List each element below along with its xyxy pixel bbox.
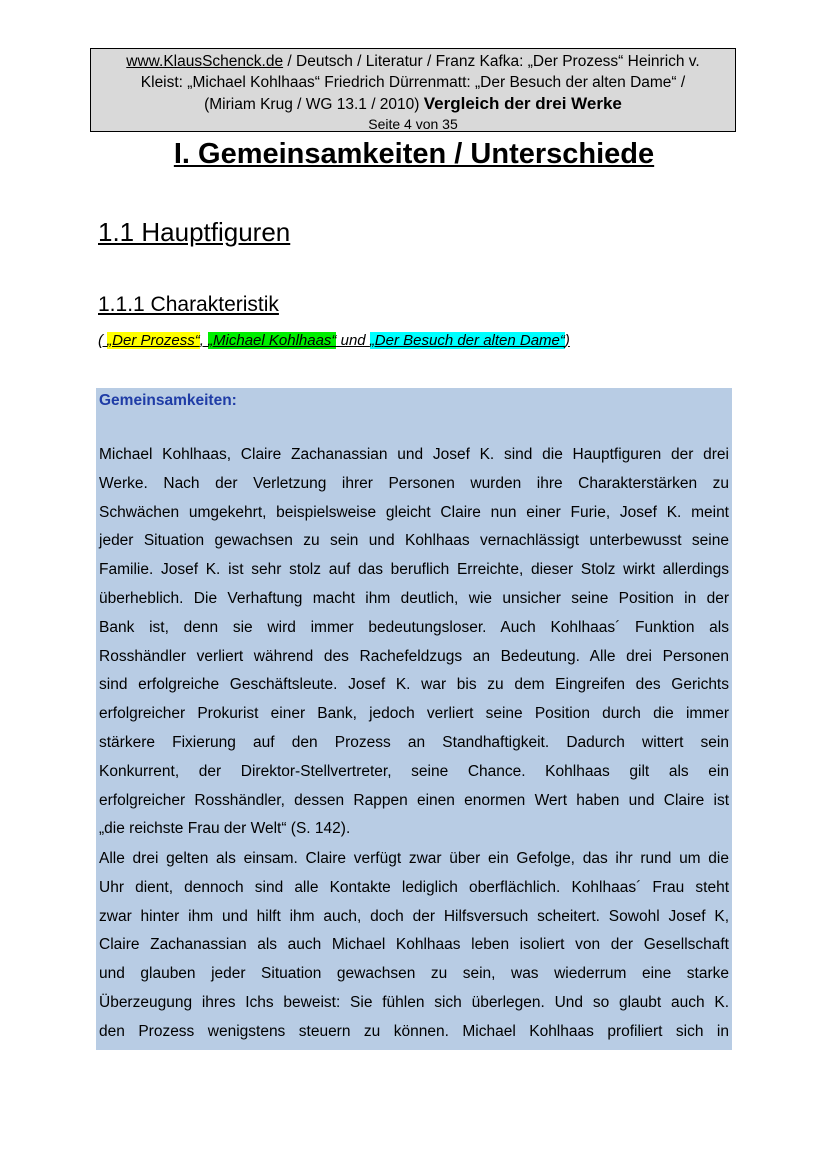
page-number: Seite 4 von 35: [368, 116, 458, 132]
work-michael-kohlhaas: „Michael Kohlhaas“: [208, 332, 337, 349]
text-line: Familie. Josef K. ist sehr stolz auf das beruflich Erreichte, dieser Stolz wirkt allerdings: [99, 561, 729, 579]
works-close: ): [564, 332, 570, 349]
works-sep-2: und: [336, 332, 370, 349]
text-line: Alle drei gelten als einsam. Claire verfügt zwar über ein Gefolge, das ihr rund um die: [99, 850, 729, 867]
text-line: Konkurrent, der Direktor-Stellvertreter, seine Chance. Kohlhaas gilt als ein: [99, 762, 729, 780]
header-line-1-text: / Deutsch / Literatur / Franz Kafka: „Der Prozess“ Heinrich v.: [283, 53, 700, 70]
text-line: sind erfolgreiche Geschäftsleute. Josef K. war bis zu dem Eingreifen des Gerichts: [99, 676, 729, 694]
document-header: [90, 48, 736, 132]
work-besuch-der-alten-dame: „Der Besuch der alten Dame“: [369, 332, 565, 349]
header-line-1: [91, 51, 735, 72]
text-line: Bank ist, denn sie wird immer bedeutungsloser. Auch Kohlhaas´ Funktion als: [99, 618, 729, 636]
text-line: Rosshändler verliert während des Rachefeldzugs an Bedeutung. Alle drei Personen: [99, 647, 729, 665]
paragraph-1: [99, 441, 729, 844]
subsection-heading: 1.1.1 Charakteristik: [98, 293, 279, 316]
works-open: (: [98, 332, 108, 349]
text-line: und glauben jeder Situation gewachsen zu sein, was wiederrum eine starke: [99, 965, 729, 983]
text-line: erfolgreicher Rosshändler, dessen Rappen einen enormen Wert haben und Claire ist: [99, 791, 729, 809]
header-author: (Miriam Krug / WG 13.1 / 2010): [204, 96, 424, 113]
works-legend: [98, 330, 570, 352]
paragraph-2: [99, 845, 729, 1047]
text-line: Werke. Nach der Verletzung ihrer Personen wurden ihre Charakterstärken zu: [99, 474, 729, 492]
text-line: erfolgreicher Prokurist einer Bank, jedoch verliert seine Position durch die immer: [99, 705, 729, 723]
work-der-prozess: „Der Prozess“: [107, 332, 200, 349]
chapter-title: I. Gemeinsamkeiten / Unterschiede: [173, 138, 655, 170]
text-line: Claire Zachanassian als auch Michael Kohlhaas leben isoliert von der Gesellschaft: [99, 936, 729, 954]
text-line: den Prozess wenigstens steuern zu können. Michael Kohlhaas profiliert sich in: [99, 1022, 729, 1040]
website-link[interactable]: www.KlausSchenck.de: [126, 53, 284, 70]
text-line: Schwächen umgekehrt, beispielsweise gleicht Claire nun einer Furie, Josef K. meint: [99, 503, 729, 521]
text-line: Überzeugung ihres Ichs beweist: Sie fühlen sich überlegen. Und so glaubt auch K.: [99, 993, 729, 1011]
header-document-title: Vergleich der drei Werke: [423, 94, 622, 113]
text-line: stärkere Fixierung auf den Prozess an Standhaftigkeit. Dadurch wittert sein: [99, 733, 729, 751]
similarities-heading: Gemeinsamkeiten:: [99, 392, 237, 409]
text-line: zwar hinter ihm und hilft ihm auch, doch der Hilfsversuch scheitert. Sowohl Josef K,: [99, 907, 729, 925]
text-line: jeder Situation gewachsen zu sein und Kohlhaas vernachlässigt unterbewusst seine: [99, 532, 729, 550]
header-line-2: Kleist: „Michael Kohlhaas“ Friedrich Dürrenmatt: „Der Besuch der alten Dame“ /: [140, 74, 686, 91]
section-heading: 1.1 Hauptfiguren: [98, 217, 291, 247]
text-line: „die reichste Frau der Welt“ (S. 142).: [99, 820, 351, 838]
text-line: Michael Kohlhaas, Claire Zachanassian und Josef K. sind die Hauptfiguren der drei: [99, 446, 729, 463]
similarities-box: [96, 388, 732, 1050]
text-line: Uhr dient, dennoch sind alle Kontakte lediglich oberflächlich. Kohlhaas´ Frau steht: [99, 878, 729, 896]
works-sep-1: ,: [199, 332, 209, 349]
header-line-3: [91, 93, 735, 115]
text-line: überheblich. Die Verhaftung macht ihm deutlich, wie unsicher seine Position in der: [99, 589, 729, 607]
